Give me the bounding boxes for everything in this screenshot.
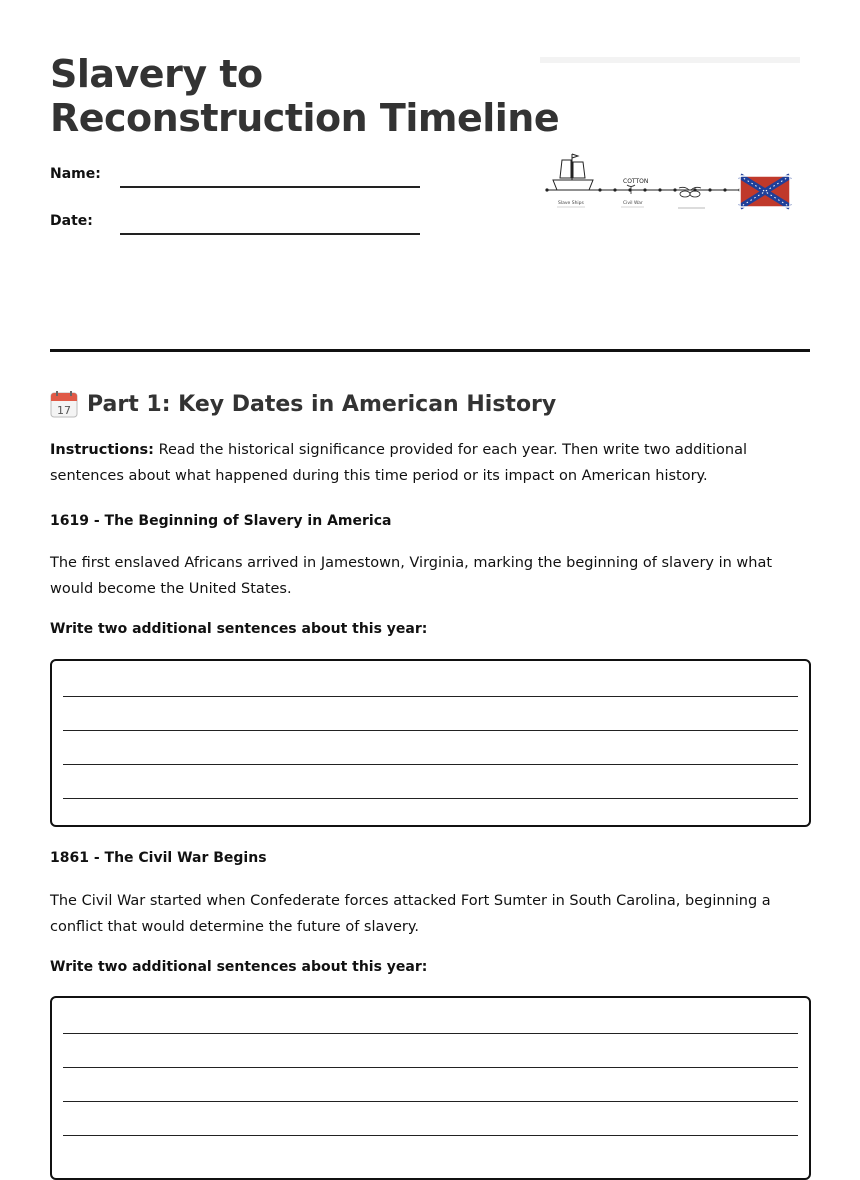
name-label: Name: <box>50 166 101 182</box>
entry-1-prompt: Write two additional sentences about this year: <box>50 621 428 637</box>
title-line-2: Reconstruction Timeline <box>50 96 560 140</box>
date-field-row <box>50 213 430 243</box>
calendar-icon <box>50 390 78 418</box>
entry-1-answer-box[interactable] <box>50 659 811 827</box>
timeline-illustration <box>545 150 795 220</box>
date-field[interactable] <box>120 233 420 235</box>
entry-2-heading: 1861 - The Civil War Begins <box>50 850 267 866</box>
answer-line[interactable] <box>63 730 798 731</box>
instructions-label: Instructions: <box>50 442 154 458</box>
entry-2-text: The Civil War started when Confederate forces attacked Fort Sumter in South Carolina, beginning a conflict that would determine the future of slavery. <box>50 893 771 935</box>
page-title <box>50 52 559 140</box>
broken-chains-icon <box>679 187 701 197</box>
answer-line[interactable] <box>63 798 798 799</box>
date-label: Date: <box>50 213 93 229</box>
answer-line[interactable] <box>63 1067 798 1068</box>
answer-line[interactable] <box>63 1033 798 1034</box>
instructions-text: Read the historical significance provided for each year. Then write two additional sentences about what happened during this time period or its impact on American history. <box>50 442 748 484</box>
entry-2-prompt: Write two additional sentences about this year: <box>50 959 428 975</box>
name-field[interactable] <box>120 186 420 188</box>
entry-2-answer-box[interactable] <box>50 996 811 1180</box>
entry-1-heading: 1619 - The Beginning of Slavery in America <box>50 513 392 529</box>
answer-line[interactable] <box>63 1101 798 1102</box>
ship-icon <box>553 154 593 190</box>
flag-icon <box>740 176 790 207</box>
name-field-row <box>50 166 430 196</box>
answer-line[interactable] <box>63 696 798 697</box>
timeline-caption-2: Civil War <box>623 201 643 206</box>
timeline-caption-1: Slave Ships <box>558 201 584 206</box>
title-line-1: Slavery to <box>50 52 263 96</box>
instructions <box>50 437 810 489</box>
section-title: Part 1: Key Dates in American History <box>87 391 557 417</box>
entry-1-text: The first enslaved Africans arrived in Jamestown, Virginia, marking the beginning of slavery in what would become the United States. <box>50 555 773 597</box>
section-divider <box>50 349 810 352</box>
answer-line[interactable] <box>63 1135 798 1136</box>
calendar-day: 17 <box>57 404 71 417</box>
answer-line[interactable] <box>63 764 798 765</box>
cotton-label: COTTON <box>623 178 649 185</box>
decorative-divider <box>540 57 800 63</box>
part1-heading <box>50 388 556 420</box>
